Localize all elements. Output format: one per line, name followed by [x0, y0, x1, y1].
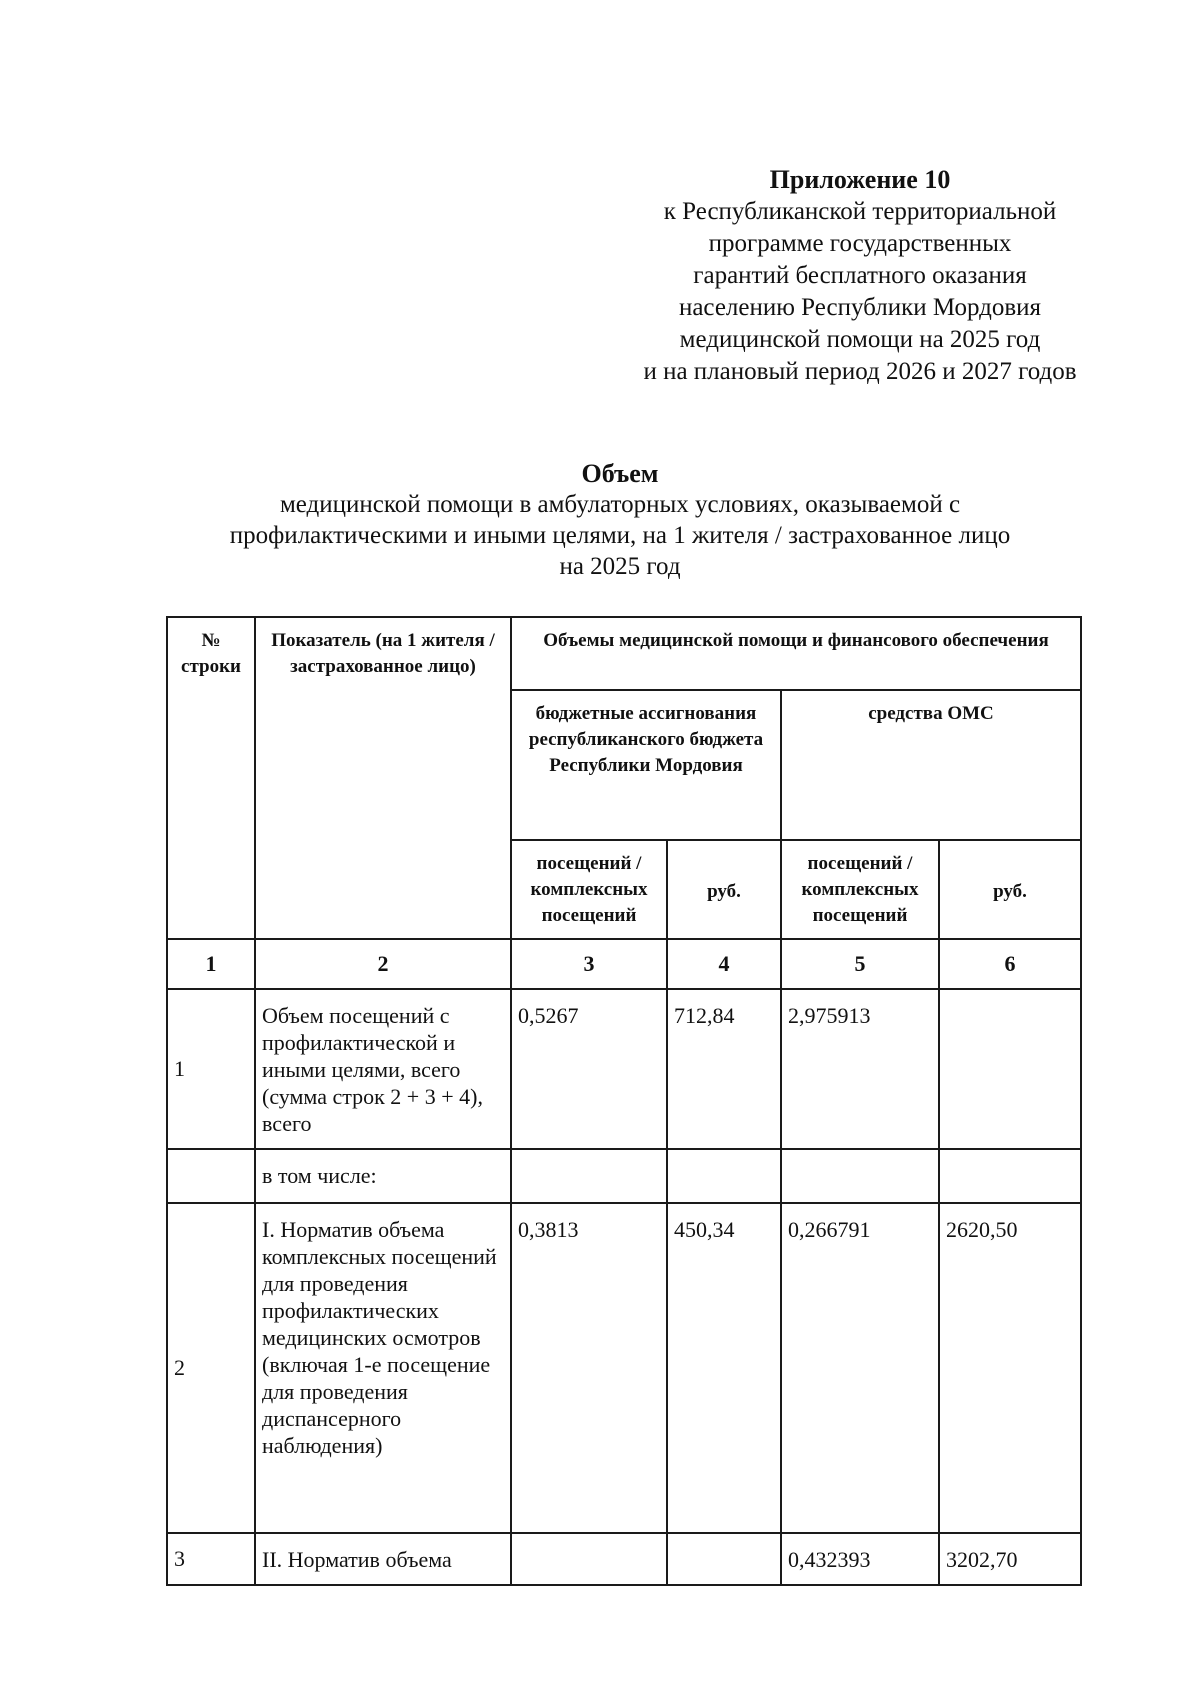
row-indicator: I. Норматив объема комплексных посещений для проведения профилактических медицинских осмотров (включая 1-е посещение для проведения диспансерного наблюдения): [255, 1203, 511, 1533]
column-number: 5: [781, 939, 939, 989]
heading-title: Объем: [581, 459, 659, 488]
row-value: [667, 1533, 781, 1585]
row-value: 2,975913: [781, 989, 939, 1149]
heading-line: на 2025 год: [559, 553, 681, 580]
row-value: [939, 989, 1081, 1149]
header-volumes: Объемы медицинской помощи и финансового обеспечения: [511, 617, 1081, 690]
header-indicator: Показатель (на 1 жителя / застрахованное лицо): [255, 617, 511, 939]
appendix-line: медицинской помощи на 2025 год: [679, 326, 1041, 353]
row-number: 3: [167, 1533, 255, 1585]
row-value: [511, 1533, 667, 1585]
row-indicator: II. Норматив объема: [255, 1533, 511, 1585]
column-number: 3: [511, 939, 667, 989]
row-value: [939, 1149, 1081, 1203]
row-value: 0,3813: [511, 1203, 667, 1533]
appendix-line: гарантий бесплатного оказания: [693, 262, 1027, 289]
row-value: 3202,70: [939, 1533, 1081, 1585]
table-row: [167, 989, 1081, 1149]
row-value: 0,5267: [511, 989, 667, 1149]
appendix-line: программе государственных: [708, 230, 1012, 257]
row-indicator: Объем посещений с профилактической и иными целями, всего (сумма строк 2 + 3 + 4), всего: [255, 989, 511, 1149]
row-value: 712,84: [667, 989, 781, 1149]
column-number: 4: [667, 939, 781, 989]
row-value: 2620,50: [939, 1203, 1081, 1533]
row-number: 2: [167, 1203, 255, 1533]
row-value: 0,432393: [781, 1533, 939, 1585]
header-budget: бюджетные ассигнования республиканского бюджета Республики Мордовия: [511, 690, 781, 840]
row-indicator: в том числе:: [255, 1149, 511, 1203]
column-number: 2: [255, 939, 511, 989]
header-visits-oms: посещений / комплексных посещений: [781, 840, 939, 939]
row-value: [511, 1149, 667, 1203]
column-number: 6: [939, 939, 1081, 989]
row-value: 450,34: [667, 1203, 781, 1533]
header-visits-budget: посещений / комплексных посещений: [511, 840, 667, 939]
row-value: [781, 1149, 939, 1203]
row-value: [667, 1149, 781, 1203]
header-rub-oms: руб.: [939, 840, 1081, 939]
header-row-number: № строки: [167, 617, 255, 939]
volume-table: [166, 616, 1082, 1586]
appendix-line: населению Республики Мордовия: [678, 294, 1042, 321]
header-rub-budget: руб.: [667, 840, 781, 939]
row-number: [167, 1149, 255, 1203]
appendix-line: к Республиканской территориальной: [663, 198, 1057, 225]
row-number: 1: [167, 989, 255, 1149]
heading-line: медицинской помощи в амбулаторных условиях, оказываемой с: [279, 491, 961, 518]
appendix-title: Приложение 10: [769, 165, 951, 194]
table-row: [167, 1203, 1081, 1533]
header-oms: средства ОМС: [781, 690, 1081, 840]
table-row: [167, 1149, 1081, 1203]
table-row: [167, 1533, 1081, 1585]
column-number-row: [167, 939, 1081, 989]
heading-line: профилактическими и иными целями, на 1 жителя / застрахованное лицо: [229, 522, 1011, 549]
row-value: 0,266791: [781, 1203, 939, 1533]
appendix-line: и на плановый период 2026 и 2027 годов: [643, 358, 1077, 385]
column-number: 1: [167, 939, 255, 989]
appendix-block: [600, 164, 1120, 388]
document-heading: [150, 458, 1090, 582]
